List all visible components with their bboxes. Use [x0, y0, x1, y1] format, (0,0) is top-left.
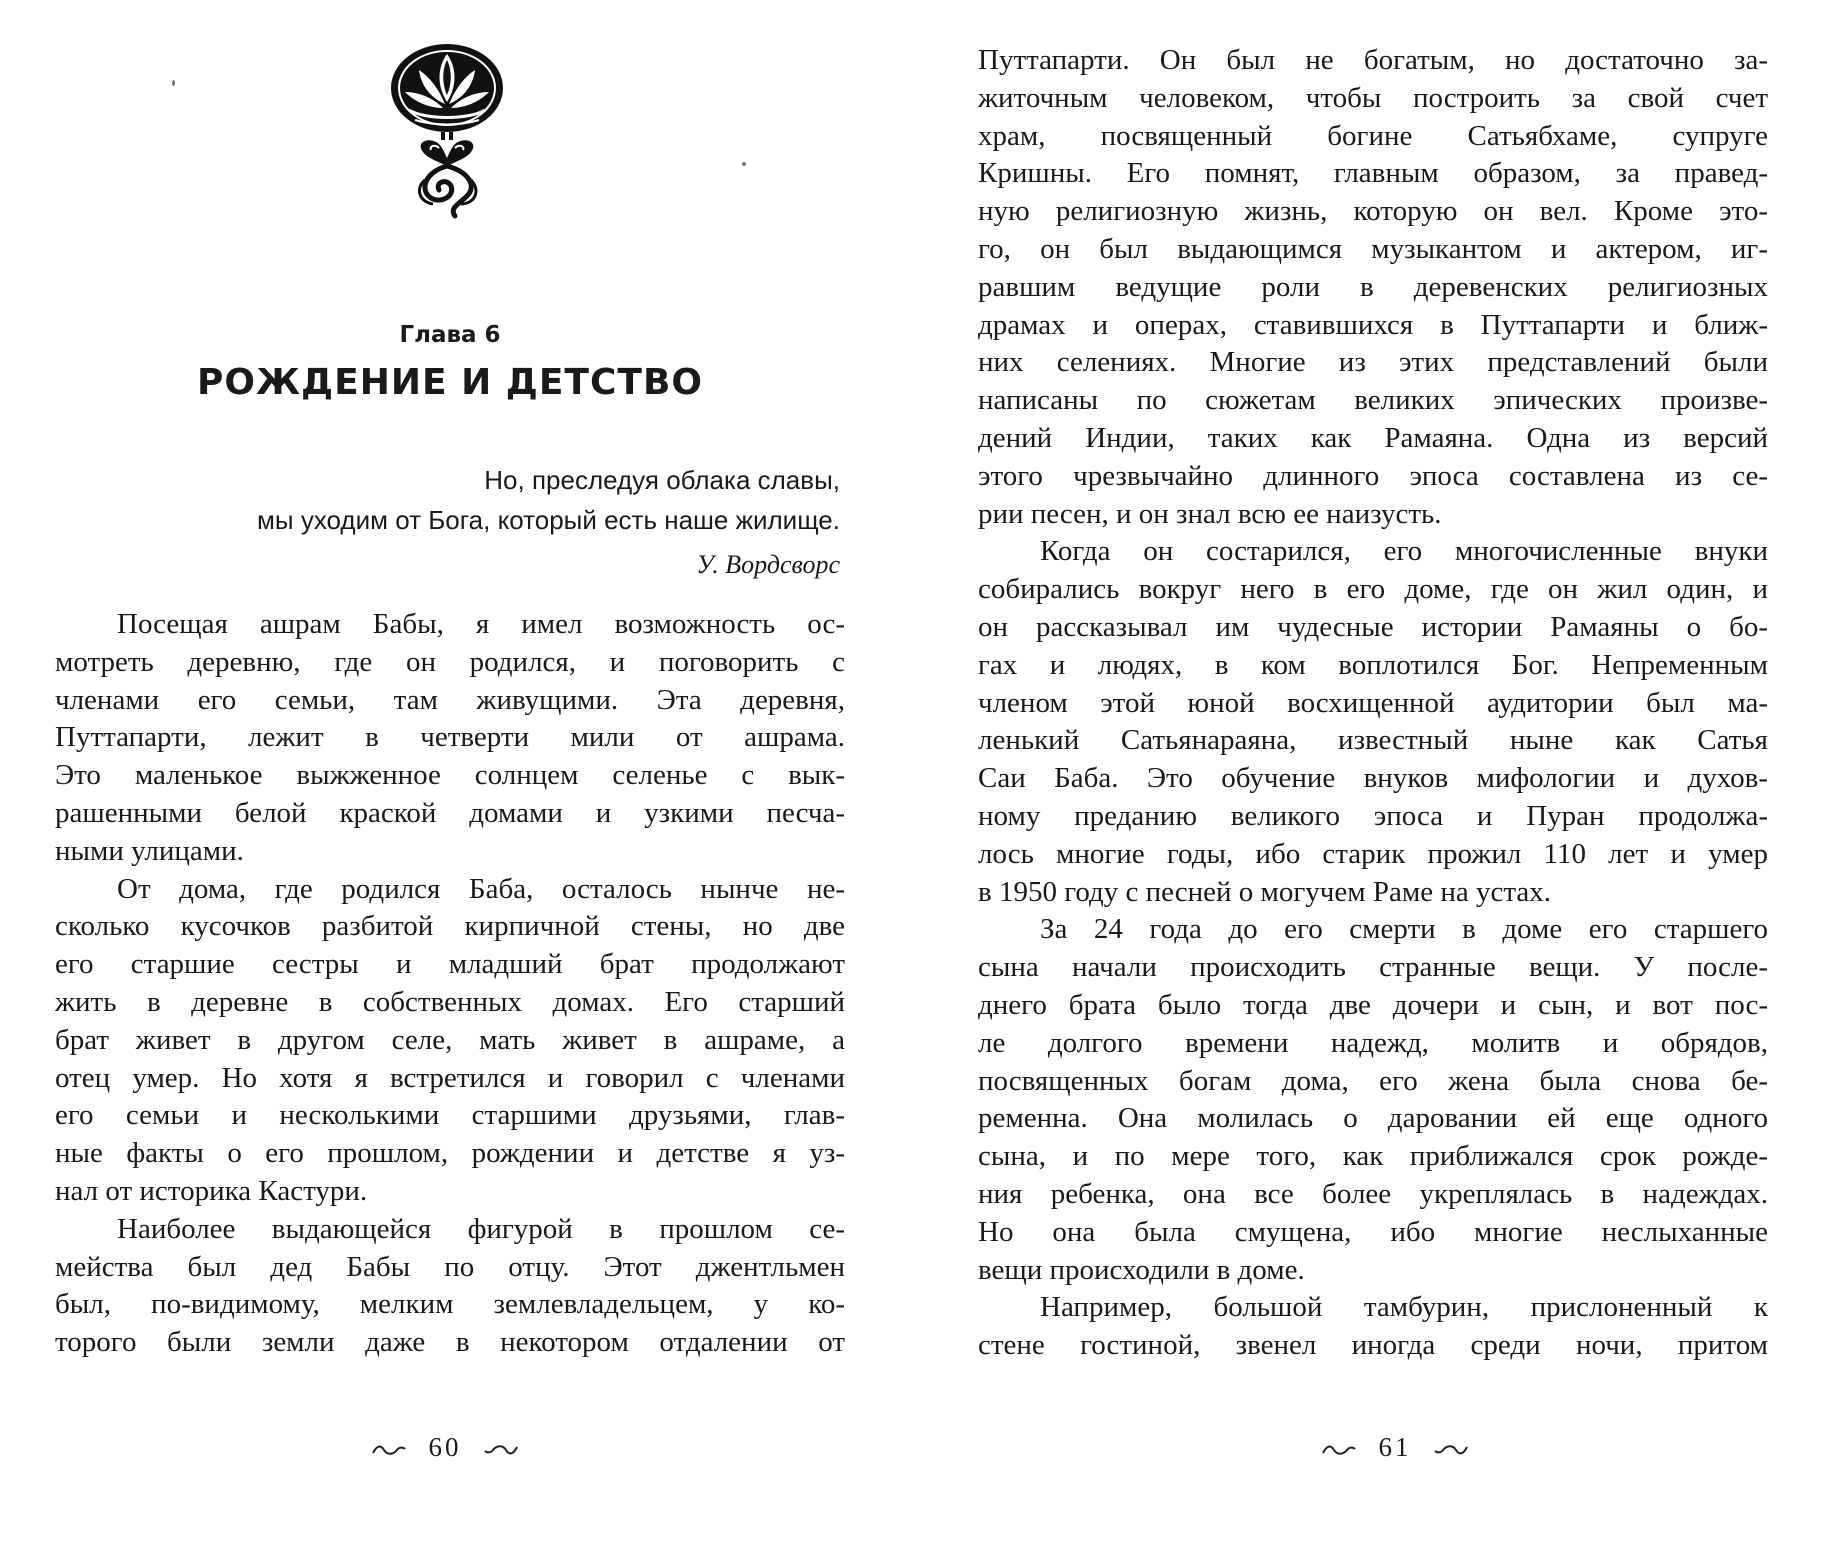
scan-speck: [742, 162, 746, 166]
right-body-text: [978, 42, 1768, 1365]
text-line: был, по-видимому, мелким землевладельцем, у ко-: [55, 1288, 845, 1321]
text-line: Путтапарти. Он был не богатым, но достаточно за-: [978, 44, 1768, 76]
text-line: ременна. Она молилась о даровании ей еще одного: [978, 1102, 1768, 1135]
text-line: Саи Баба. Это обучение внуков мифологии и духов-: [978, 762, 1768, 795]
page-number-right: [1275, 1432, 1515, 1463]
text-line: храм, посвященный богине Сатьябхаме, супруге: [978, 119, 1768, 152]
text-line: ную религиозную жизнь, которую он вел. Кроме это-: [978, 195, 1768, 228]
chapter-title: РОЖДЕНИЕ И ДЕТСТВО: [197, 362, 703, 403]
epigraph-line: мы уходим от Бога, который есть наше жилище.: [257, 505, 840, 535]
text-line: посвященных богам дома, его жена была снова бе-: [978, 1064, 1768, 1097]
right-page: [915, 0, 1830, 1545]
text-line: ные факты о его прошлом, рождении и детстве я уз-: [55, 1137, 845, 1170]
text-line: членами его семьи, там живущими. Эта деревня,: [55, 683, 845, 716]
page-number: 61: [1378, 1432, 1412, 1462]
text-line: его старшие сестры и младший брат продолжают: [55, 948, 845, 981]
text-line: в 1950 году с песней о могучем Раме на устах.: [978, 875, 1551, 908]
text-line: нал от историка Кастури.: [55, 1174, 368, 1207]
text-line: дений Индии, таких как Рамаяна. Одна из версий: [978, 421, 1768, 454]
left-body-text: [55, 606, 845, 1362]
text-line: сына начали происходить странные вещи. У после-: [978, 951, 1768, 984]
text-line: брат живет в другом селе, мать живет в ашраме, а: [55, 1023, 845, 1056]
epigraph-author: У. Вордсворс: [696, 550, 840, 579]
epigraph-line: Но, преследуя облака славы,: [484, 465, 840, 495]
text-line: От дома, где родился Баба, осталось нынче не-: [117, 872, 845, 905]
text-line: го, он был выдающимся музыкантом и актером, иг-: [978, 232, 1768, 265]
text-line: торого были земли даже в некотором отдалении от: [55, 1326, 845, 1359]
text-line: днего брата было тогда две дочери и сын, и вот пос-: [978, 988, 1768, 1021]
text-line: собирались вокруг него в его доме, где он жил один, и: [978, 573, 1768, 606]
swash-ornament-icon: [1321, 1443, 1357, 1457]
text-line: написаны по сюжетам великих эпических произве-: [978, 384, 1768, 417]
text-line: сколько кусочков разбитой кирпичной стены, но две: [55, 910, 845, 943]
text-line: жить в деревне в собственных домах. Его старший: [55, 985, 845, 1018]
scan-speck: [172, 80, 175, 86]
page-number-left: [325, 1432, 565, 1463]
epigraph: [150, 460, 840, 540]
text-line: Кришны. Его помнят, главным образом, за правед-: [978, 157, 1768, 190]
chapter-label: Глава 6: [399, 322, 501, 348]
text-line: отец умер. Но хотя я встретился и говорил с членами: [55, 1061, 845, 1094]
text-line: Например, большой тамбурин, прислоненный к: [1040, 1291, 1768, 1324]
text-line: членом этой юной восхищенной аудитории был ма-: [978, 686, 1768, 719]
text-line: рашенными белой краской домами и узкими песча-: [55, 796, 845, 829]
swash-ornament-icon: [483, 1443, 519, 1457]
text-line: гах и людях, в ком воплотился Бог. Непременным: [978, 648, 1768, 681]
text-line: Путтапарти, лежит в четверти мили от ашрама.: [55, 721, 845, 754]
text-line: рии песен, и он знал всю ее наизусть.: [978, 497, 1442, 530]
text-line: равшим ведущие роли в деревенских религиозных: [978, 270, 1768, 303]
text-line: них селениях. Многие из этих представлений были: [978, 346, 1768, 379]
swash-ornament-icon: [1433, 1443, 1469, 1457]
text-line: Но она была смущена, ибо многие неслыханные: [978, 1215, 1768, 1248]
text-line: стене гостиной, звенел иногда среди ночи, притом: [978, 1329, 1768, 1362]
text-line: лось многие годы, ибо старик прожил 110 лет и умер: [978, 837, 1768, 870]
text-line: мотреть деревню, где он родился, и поговорить с: [55, 645, 845, 678]
text-line: ными улицами.: [55, 834, 244, 867]
text-line: сына, и по мере того, как приближался срок рожде-: [978, 1140, 1768, 1173]
text-line: Когда он состарился, его многочисленные внуки: [1040, 535, 1768, 568]
text-line: ному преданию великого эпоса и Пуран продолжа-: [978, 799, 1768, 832]
text-line: Наиболее выдающейся фигурой в прошлом се-: [117, 1212, 845, 1245]
text-line: Это маленькое выжженное солнцем селенье с вык-: [55, 759, 845, 792]
text-line: ле долгого времени надежд, молитв и обрядов,: [978, 1026, 1768, 1059]
swash-ornament-icon: [371, 1443, 407, 1457]
text-line: мейства был дед Бабы по отцу. Этот джентльмен: [55, 1250, 845, 1283]
text-line: житочным человеком, чтобы построить за свой счет: [978, 81, 1768, 114]
text-line: вещи происходили в доме.: [978, 1253, 1305, 1286]
text-line: драмах и операх, ставившихся в Путтапарти и ближ-: [978, 308, 1768, 341]
text-line: ния ребенка, она все более укреплялась в надеждах.: [978, 1177, 1768, 1210]
text-line: он рассказывал им чудесные истории Рамаяны о бо-: [978, 610, 1768, 643]
text-line: его семьи и несколькими старшими друзьями, глав-: [55, 1099, 845, 1132]
lotus-knot-emblem-icon: [385, 40, 510, 220]
text-line: ленький Сатьянараяна, известный ныне как Сатья: [978, 724, 1768, 757]
text-line: этого чрезвычайно длинного эпоса составлена из се-: [978, 459, 1768, 492]
text-line: Посещая ашрам Бабы, я имел возможность ос-: [117, 608, 845, 640]
page-number: 60: [428, 1432, 462, 1462]
text-line: За 24 года до его смерти в доме его старшего: [1040, 913, 1768, 946]
